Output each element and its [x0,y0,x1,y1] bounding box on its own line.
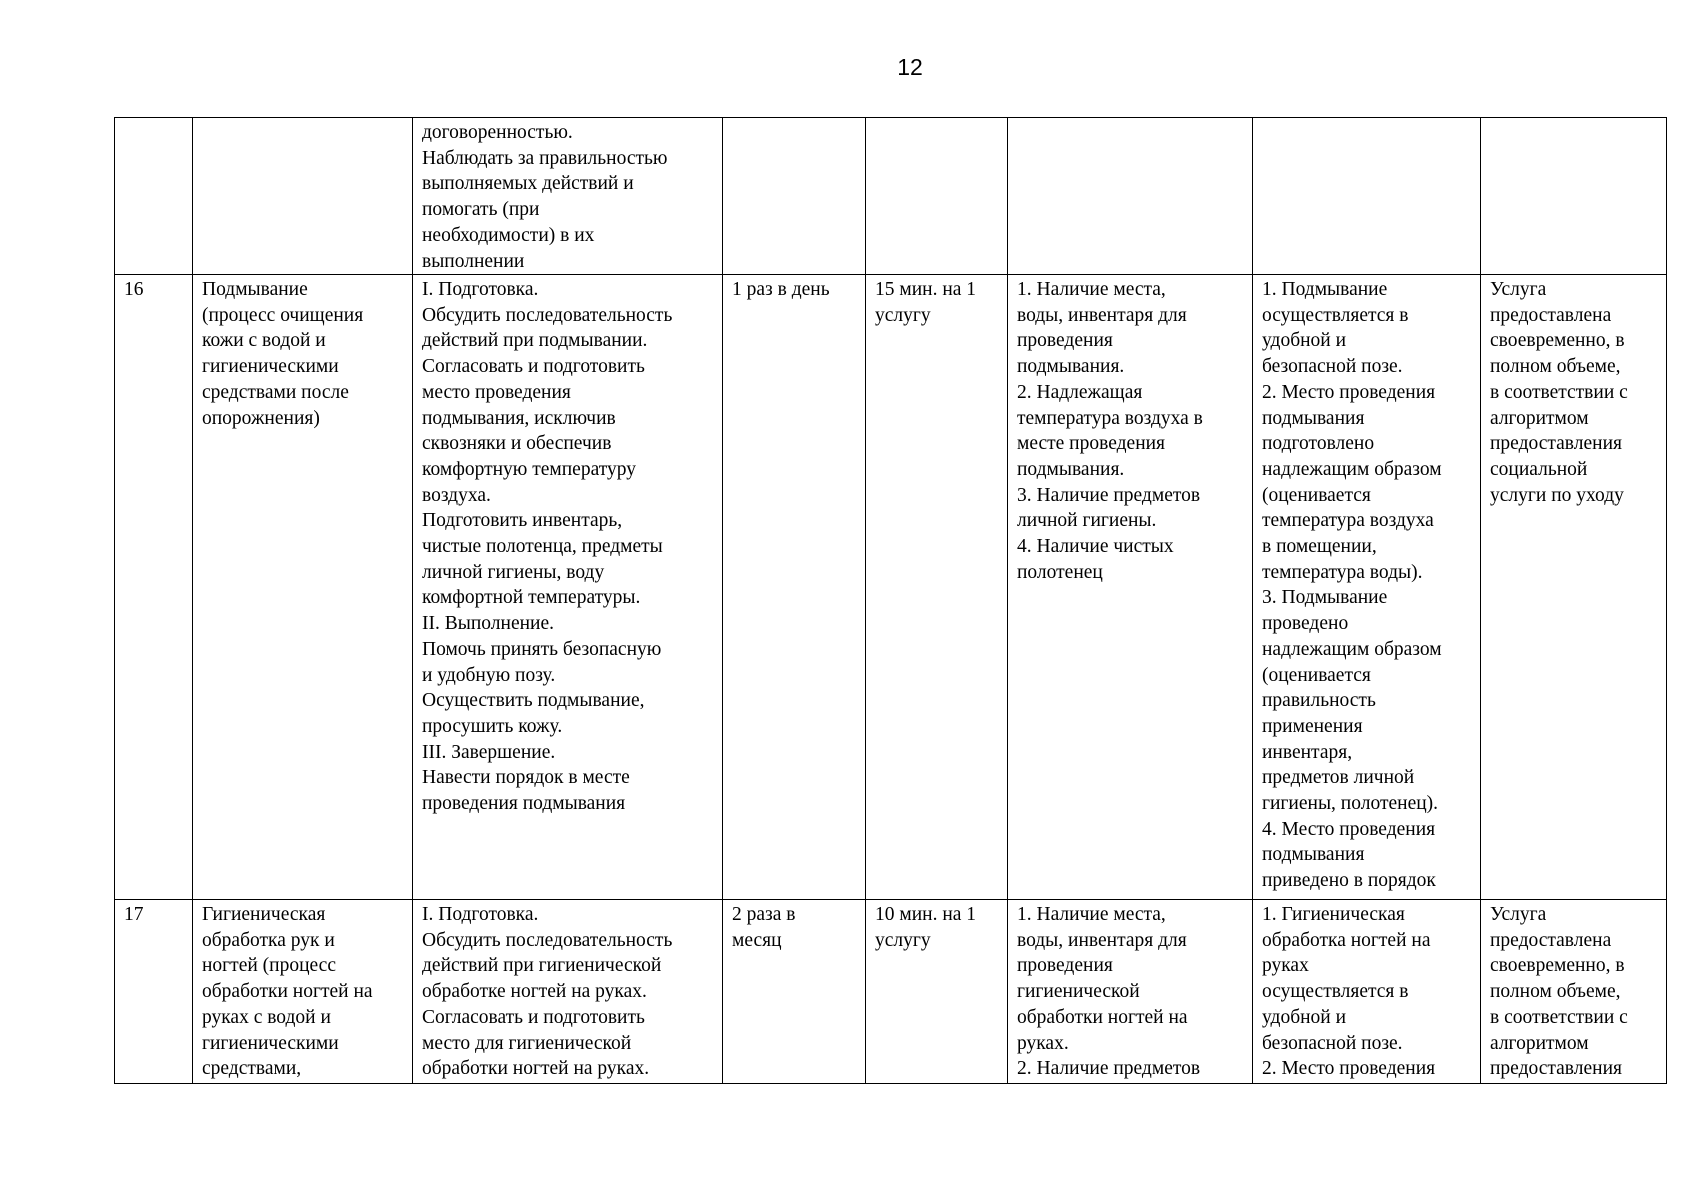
cell-service-content [413,118,723,275]
cell-result-assessment [1481,900,1667,1084]
cell-text-line: подмывания [1262,844,1365,866]
cell-service-name [193,118,413,275]
cell-text-line: осуществляется в [1262,981,1409,1003]
cell-text-line: 1. Гигиеническая [1262,904,1405,925]
cell-text-line: воды, инвентаря для [1017,929,1187,951]
cell-frequency [723,118,866,275]
cell-text-line: обработки ногтей на [1017,1006,1188,1028]
cell-text-line: подмывания [1262,407,1365,429]
cell-text-line: алгоритмом [1490,1032,1589,1054]
cell-text-line: Помочь принять безопасную [422,638,662,660]
cell-text-line: необходимости) в их [422,224,595,246]
cell-text-line: кожи с водой и [202,330,326,352]
cell-text-line: подмывания. [1017,356,1125,378]
cell-text-line: II. Выполнение. [422,613,554,635]
cell-text-line: полном объеме, [1490,981,1621,1003]
cell-text-line: 1. Наличие места, [1017,279,1166,300]
cell-service-name [193,900,413,1084]
cell-text-line: проведено [1262,613,1349,635]
cell-text-line: ногтей (процесс [202,955,336,977]
cell-text-line: полотенец [1017,561,1103,583]
table-row [115,118,1667,275]
cell-text-line: Услуга [1490,904,1547,925]
cell-text-line: выполнении [422,250,525,272]
cell-text-line: социальной [1490,458,1588,480]
cell-text-line: приведено в порядок [1262,870,1436,892]
cell-text-line: в соответствии с [1490,381,1628,403]
cell-text-line: 2. Место проведения [1262,1058,1436,1080]
cell-text-line: чистые полотенца, предметы [422,536,663,558]
cell-text-line: применения [1262,715,1363,737]
cell-conditions [1008,275,1253,900]
cell-quality-indicators [1253,118,1481,275]
cell-text-line: выполняемых действий и [422,173,634,195]
cell-text-line: обработка рук и [202,929,335,951]
cell-text-line: Навести порядок в месте [422,767,630,789]
cell-text-line: 1 раз в день [732,279,830,300]
cell-text-line: действий при подмывании. [422,330,648,352]
cell-text-line: гигиеническими [202,1032,339,1054]
cell-text-line: алгоритмом [1490,407,1589,429]
cell-text-line: в соответствии с [1490,1006,1628,1028]
cell-service-name [193,275,413,900]
cell-text-line: обработка ногтей на [1262,929,1431,951]
cell-text-line: (процесс очищения [202,304,364,326]
cell-text-line: подмывания. [1017,458,1125,480]
cell-number [115,275,193,900]
cell-text-line: предметов личной [1262,767,1415,789]
cell-text-line: 4. Место проведения [1262,818,1436,840]
cell-frequency [723,900,866,1084]
cell-text-line: Подмывание [202,279,308,300]
cell-text-line: подготовлено [1262,433,1375,455]
cell-text-line: месяц [732,929,782,951]
cell-text-line: температура воздуха [1262,510,1434,532]
cell-text-line: удобной и [1262,330,1347,352]
cell-text-line: обработке ногтей на руках. [422,981,647,1003]
cell-text-line: Наблюдать за правильностью [422,147,668,169]
cell-text-line: своевременно, в [1490,955,1625,977]
cell-frequency [723,275,866,900]
cell-text-line: (оценивается [1262,484,1371,506]
cell-text-line: 2. Наличие предметов [1017,1058,1201,1080]
cell-text-line: удобной и [1262,1006,1347,1028]
cell-text-line: руках. [1017,1032,1069,1054]
cell-conditions [1008,900,1253,1084]
page-number: 12 [897,54,923,80]
cell-text-line: 1. Наличие места, [1017,904,1166,925]
cell-text-line: предоставления [1490,1058,1622,1080]
cell-text-line: осуществляется в [1262,304,1409,326]
cell-result-assessment [1481,118,1667,275]
cell-text-line: подмывания, исключив [422,407,616,429]
cell-text-line: гигиенической [1017,981,1140,1003]
cell-text-line: опорожнения) [202,407,320,429]
cell-text-line: I. Подготовка. [422,279,539,300]
cell-text-line: гигиены, полотенец). [1262,793,1439,815]
cell-text-line: 2. Место проведения [1262,381,1436,403]
table-row [115,275,1667,900]
cell-text-line: Согласовать и подготовить [422,356,645,378]
cell-text-line: полном объеме, [1490,356,1621,378]
cell-text-line: в помещении, [1262,536,1377,558]
cell-text-line: правильность [1262,690,1376,712]
cell-result-assessment [1481,275,1667,900]
cell-text-line: (оценивается [1262,664,1371,686]
cell-text-line: своевременно, в [1490,330,1625,352]
cell-text-line: III. Завершение. [422,741,556,763]
cell-quality-indicators [1253,900,1481,1084]
cell-text-line: 4. Наличие чистых [1017,536,1174,558]
cell-duration [866,900,1008,1084]
cell-text-line: обработки ногтей на [202,981,373,1003]
cell-text-line: сквозняки и обеспечив [422,433,612,455]
cell-text-line: месте проведения [1017,433,1166,455]
cell-text-line: Осуществить подмывание, [422,690,645,712]
cell-text-line: 2 раза в [732,904,796,925]
cell-text-line: Гигиеническая [202,904,326,925]
cell-text-line: комфортную температуру [422,458,636,480]
cell-text-line: 3. Подмывание [1262,587,1388,609]
cell-text-line: Обсудить последовательность [422,304,673,326]
cell-text-line: Согласовать и подготовить [422,1006,645,1028]
cell-text-line: воды, инвентаря для [1017,304,1187,326]
cell-text-line: проведения [1017,955,1113,977]
cell-text-line: услугу [875,304,931,326]
cell-service-content [413,900,723,1084]
cell-number [115,118,193,275]
cell-text-line: договоренностью. [422,122,573,143]
cell-quality-indicators [1253,275,1481,900]
cell-text-line: безопасной позе. [1262,356,1403,378]
cell-text-line: 17 [124,904,144,925]
cell-text-line: комфортной температуры. [422,587,641,609]
cell-text-line: место для гигиенической [422,1032,632,1054]
cell-text-line: проведения подмывания [422,793,626,815]
cell-text-line: проведения [1017,330,1113,352]
cell-text-line: средствами после [202,381,349,403]
cell-text-line: личной гигиены, воду [422,561,605,583]
cell-text-line: надлежащим образом [1262,638,1442,660]
cell-conditions [1008,118,1253,275]
cell-text-line: личной гигиены. [1017,510,1157,532]
cell-text-line: 15 мин. на 1 [875,279,977,300]
cell-text-line: 1. Подмывание [1262,279,1388,300]
cell-text-line: Услуга [1490,279,1547,300]
cell-text-line: руках с водой и [202,1006,331,1028]
cell-duration [866,275,1008,900]
cell-text-line: Обсудить последовательность [422,929,673,951]
cell-text-line: место проведения [422,381,571,403]
cell-text-line: предоставления [1490,433,1622,455]
cell-text-line: 2. Надлежащая [1017,381,1143,403]
cell-number [115,900,193,1084]
cell-text-line: надлежащим образом [1262,458,1442,480]
cell-text-line: услугу [875,929,931,951]
cell-text-line: безопасной позе. [1262,1032,1403,1054]
cell-text-line: предоставлена [1490,929,1612,951]
cell-service-content [413,275,723,900]
services-table [114,117,1667,1084]
cell-text-line: I. Подготовка. [422,904,539,925]
cell-text-line: средствами, [202,1058,302,1080]
cell-text-line: просушить кожу. [422,715,563,737]
cell-duration [866,118,1008,275]
table-row [115,900,1667,1084]
cell-text-line: температура воды). [1262,561,1423,583]
cell-text-line: помогать (при [422,199,540,221]
cell-text-line: инвентаря, [1262,741,1353,763]
cell-text-line: Подготовить инвентарь, [422,510,623,532]
cell-text-line: 10 мин. на 1 [875,904,977,925]
cell-text-line: гигиеническими [202,356,339,378]
cell-text-line: воздуха. [422,484,491,506]
cell-text-line: 3. Наличие предметов [1017,484,1201,506]
cell-text-line: предоставлена [1490,304,1612,326]
cell-text-line: обработки ногтей на руках. [422,1058,650,1080]
cell-text-line: услуги по уходу [1490,484,1624,506]
cell-text-line: руках [1262,955,1309,977]
cell-text-line: и удобную позу. [422,664,556,686]
cell-text-line: 16 [124,279,144,300]
cell-text-line: температура воздуха в [1017,407,1203,429]
cell-text-line: действий при гигиенической [422,955,662,977]
